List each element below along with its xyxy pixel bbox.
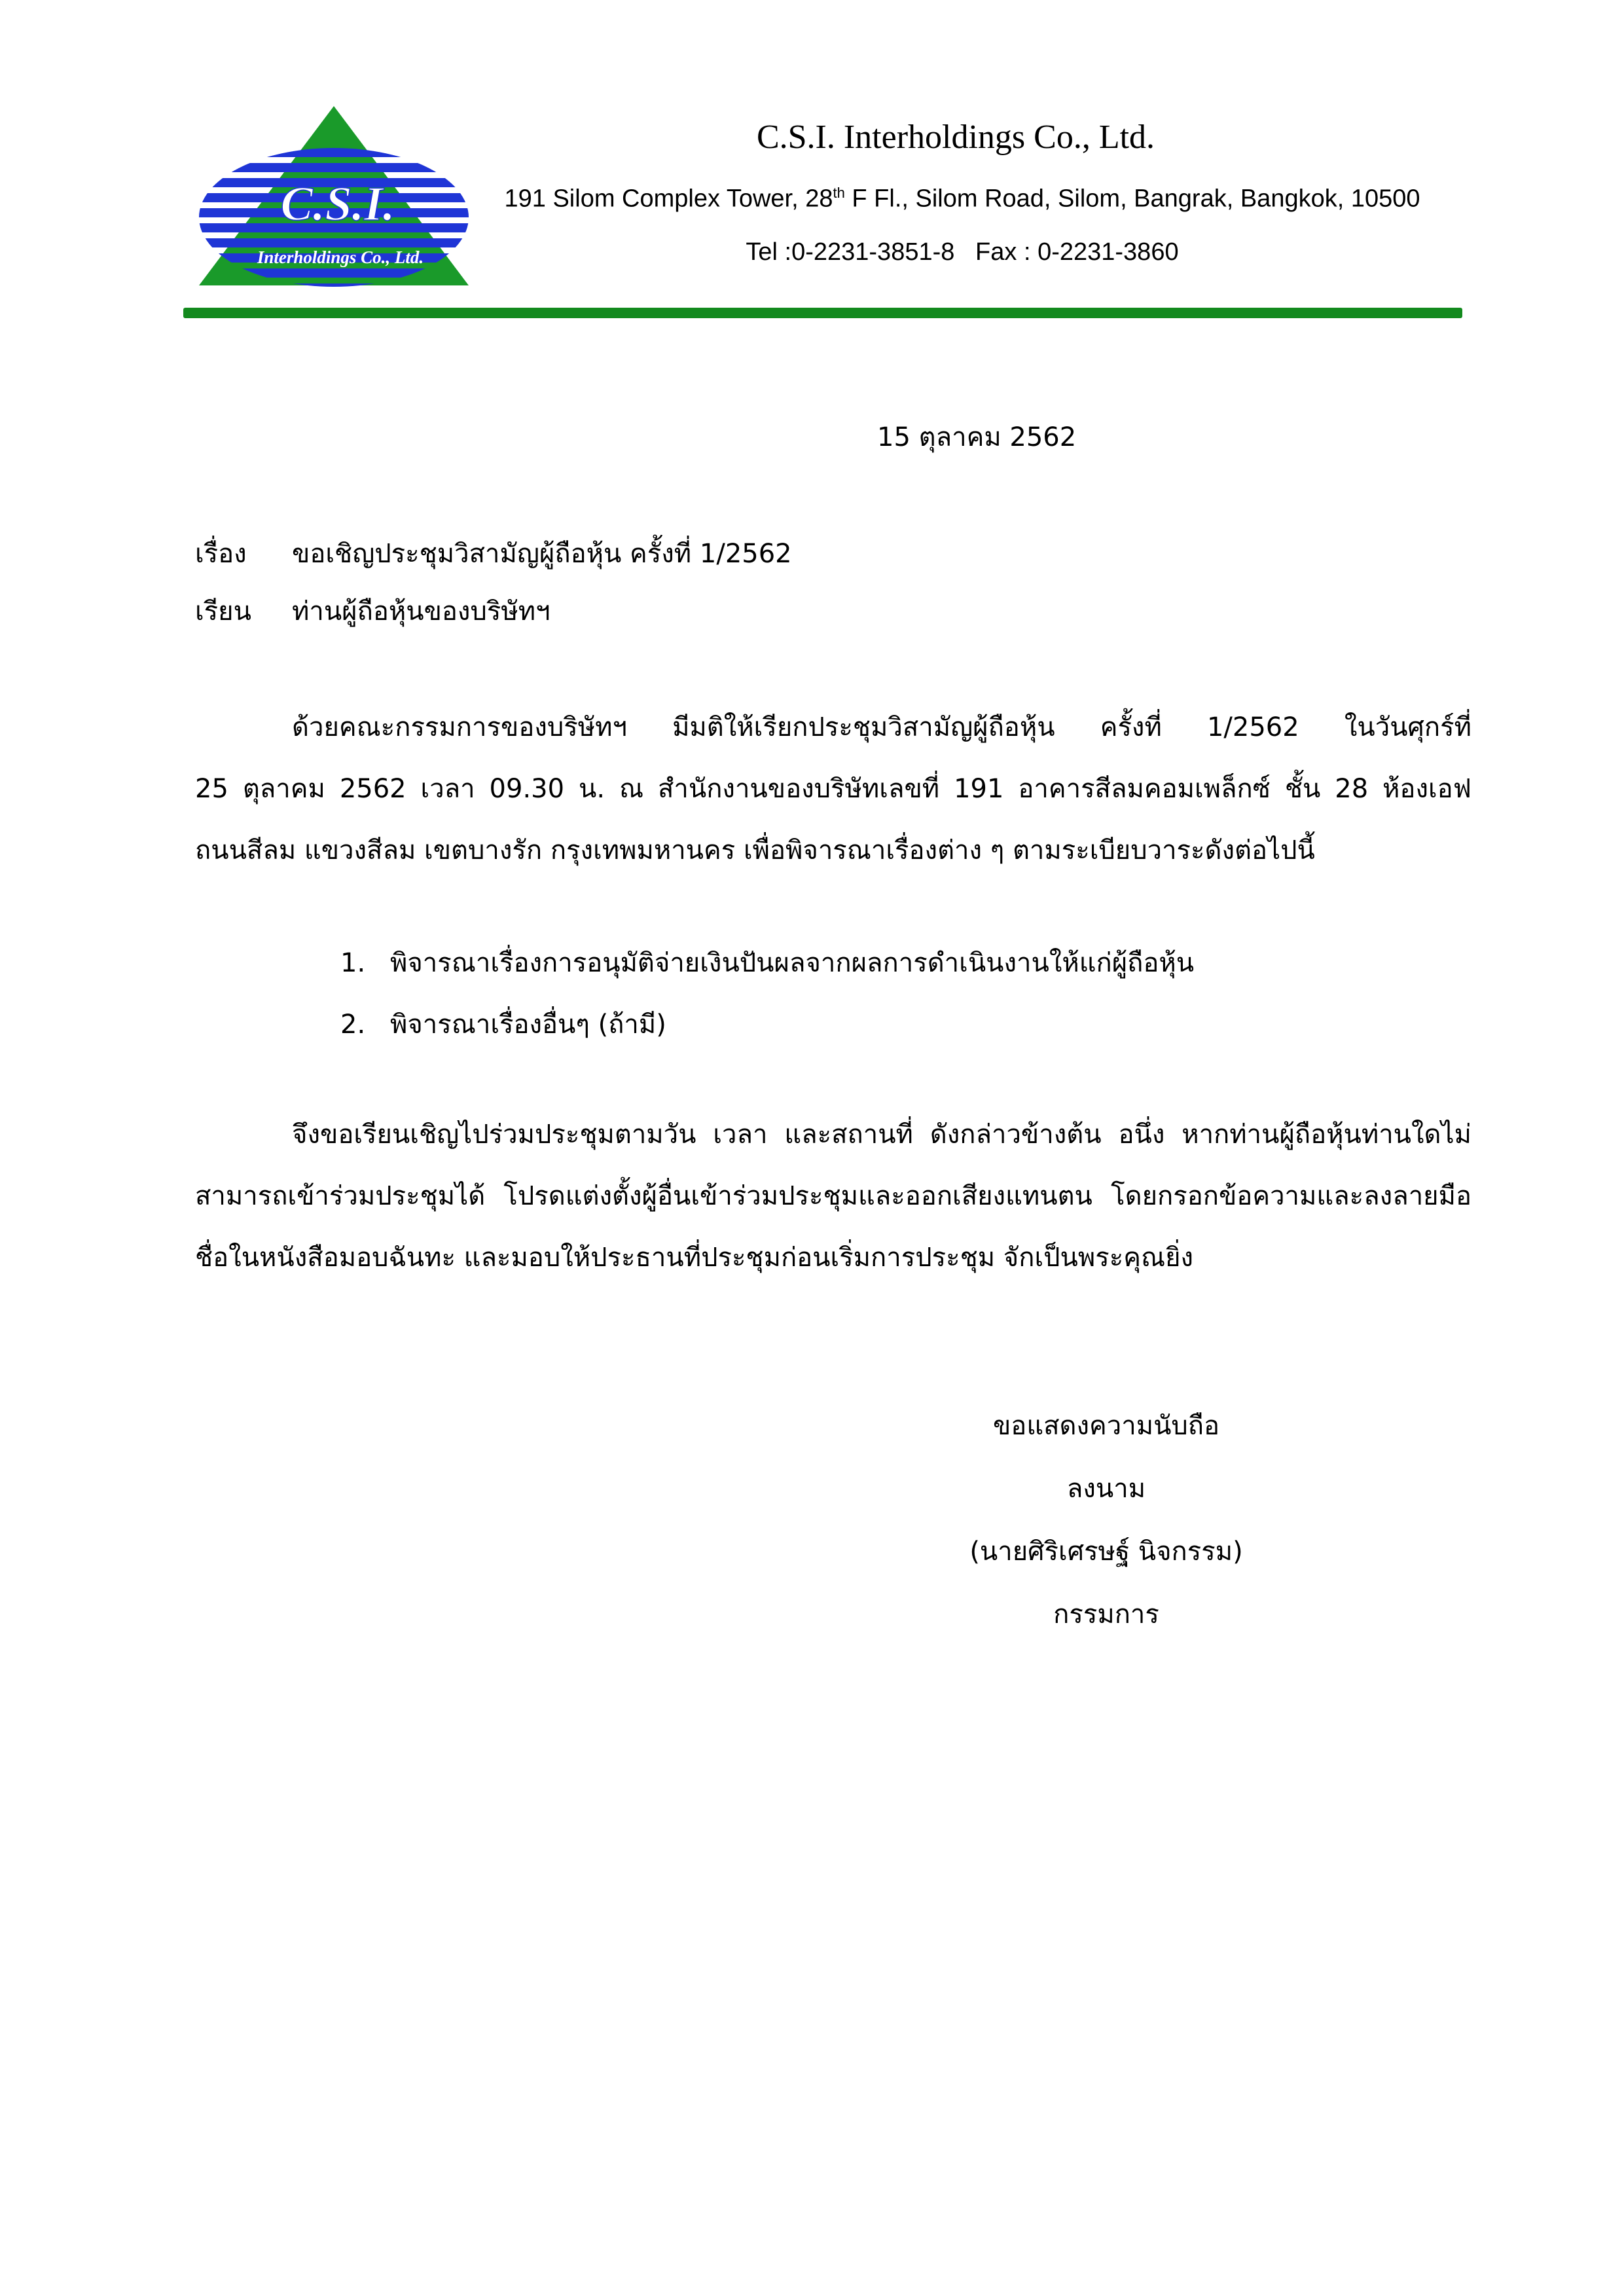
csi-triangle-logo-icon	[196, 103, 471, 287]
header-divider	[183, 308, 1462, 318]
signer-name: (นายศิริเศรษฐ์ นิจกรรม)	[969, 1537, 1243, 1567]
recipient-label: เรียน	[195, 596, 251, 627]
company-name: C.S.I. Interholdings Co., Ltd.	[756, 118, 1155, 156]
company-address	[497, 185, 1427, 213]
agenda-list	[340, 932, 1194, 1055]
paragraph-line: 25 ตุลาคม 2562 เวลา 09.30 น. ณ สำนักงานของบริษัทเลขที่ 191 อาคารสีลมคอมเพล็กซ์ ชั้น 28 ห้องเอฟ	[195, 774, 1471, 804]
agenda-text: พิจารณาเรื่องอื่นๆ (ถ้ามี)	[390, 1010, 666, 1040]
agenda-number: 2.	[340, 1010, 366, 1040]
subject-row	[195, 522, 792, 585]
closing-salutation: ขอแสดงความนับถือ	[992, 1411, 1220, 1441]
paragraph-line: ชื่อในหนังสือมอบฉันทะ และมอบให้ประธานที่ประชุมก่อนเริ่มการประชุม จักเป็นพระคุณยิ่ง	[195, 1243, 1194, 1273]
subject-text: ขอเชิญประชุมวิสามัญผู้ถือหุ้น ครั้งที่ 1/2562	[292, 539, 792, 569]
paragraph-invitation	[195, 1104, 1471, 1288]
agenda-item	[340, 994, 1194, 1055]
address-prefix: 191 Silom Complex Tower, 28	[504, 185, 833, 213]
address-superscript: th	[833, 185, 845, 201]
logo-main-text: C.S.I.	[280, 177, 395, 231]
agenda-number: 1.	[340, 948, 366, 978]
paragraph-line: จึงขอเรียนเชิญไปร่วมประชุมตามวัน เวลา และสถานที่ ดังกล่าวข้างต้น อนึ่ง หากท่านผู้ถือหุ้นท่านใดไม่	[292, 1120, 1471, 1150]
address-suffix: F Fl., Silom Road, Silom, Bangrak, Bangkok, 10500	[844, 185, 1420, 213]
paragraph-line: ด้วยคณะกรรมการของบริษัทฯ มีมติให้เรียกประชุมวิสามัญผู้ถือหุ้น ครั้งที่ 1/2562 ในวันศุกร์ที่	[292, 712, 1471, 742]
recipient-row	[195, 580, 550, 643]
recipient-text: ท่านผู้ถือหุ้นของบริษัทฯ	[292, 596, 550, 627]
signature-label: ลงนาม	[1066, 1474, 1146, 1504]
agenda-text: พิจารณาเรื่องการอนุมัติจ่ายเงินปันผลจากผลการดำเนินงานให้แก่ผู้ถือหุ้น	[390, 948, 1195, 978]
company-logo	[196, 103, 471, 287]
paragraph-announcement	[195, 697, 1471, 881]
paragraph-line: สามารถเข้าร่วมประชุมได้ โปรดแต่งตั้งผู้อื่นเข้าร่วมประชุมและออกเสียงแทนตน โดยกรอกข้อความและลงลายมือ	[195, 1181, 1471, 1211]
logo-sub-text: Interholdings Co., Ltd.	[257, 247, 424, 267]
signer-title: กรรมการ	[1053, 1599, 1159, 1630]
letter-date: 15 ตุลาคม 2562	[877, 422, 1077, 452]
paragraph-line: ถนนสีลม แขวงสีลม เขตบางรัก กรุงเทพมหานคร เพื่อพิจารณาเรื่องต่าง ๆ ตามระเบียบวาระดังต่อไปนี้	[195, 835, 1315, 866]
agenda-item	[340, 932, 1194, 994]
contact-phone-fax: Tel :0-2231-3851-8 Fax : 0-2231-3860	[746, 238, 1179, 266]
subject-label: เรื่อง	[195, 539, 247, 569]
